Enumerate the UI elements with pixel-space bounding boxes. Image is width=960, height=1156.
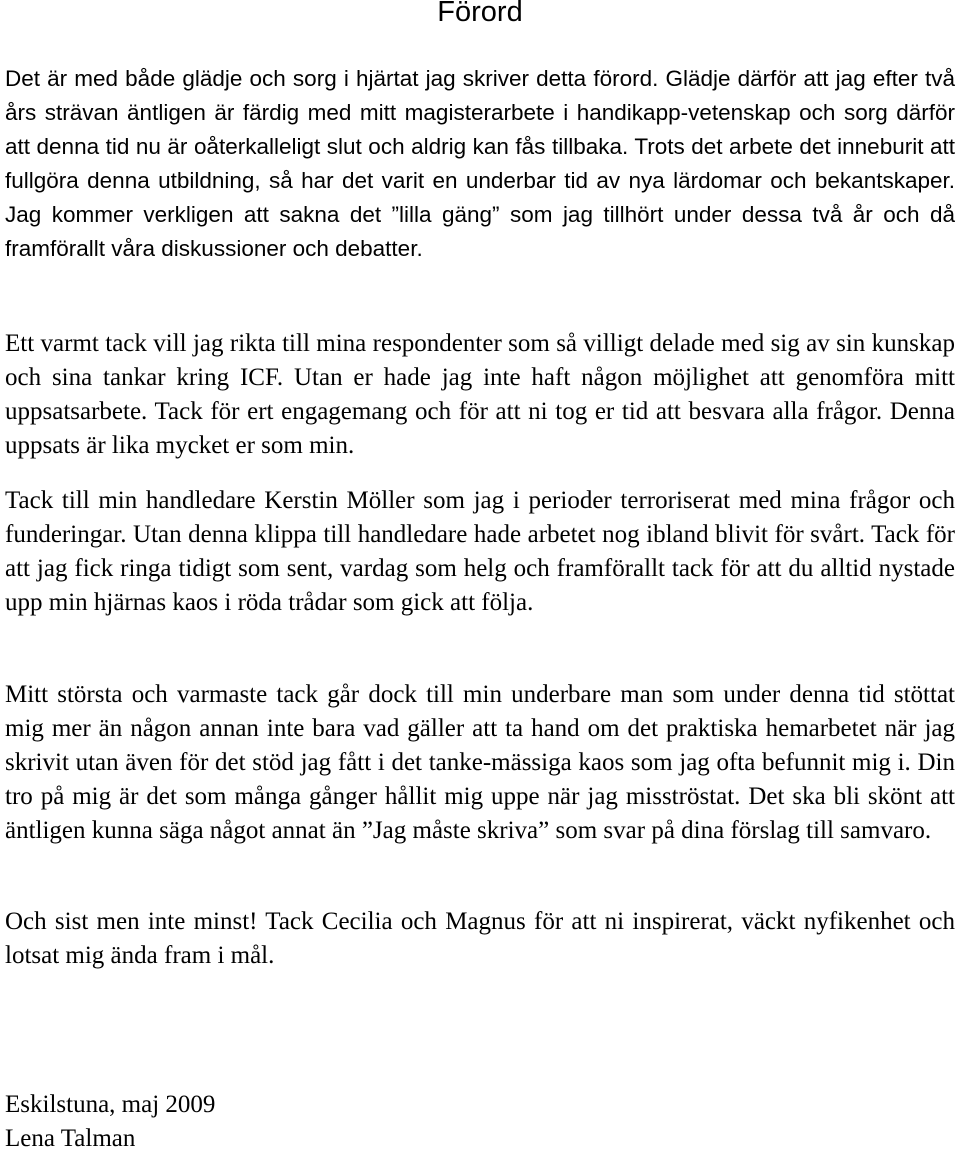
paragraph-respondents: Ett varmt tack vill jag rikta till mina respondenter som så villigt delade med sig av sin kunskap och sina tankar kring ICF. Utan er hade jag inte haft någon möjlighet att genomföra mitt uppsatsarbete. Tack för ert engagemang och för att ni tog er tid att besvara alla frågor. Denna uppsats är lika mycket er som min. bbox=[5, 330, 955, 459]
document-title: Förord bbox=[437, 0, 523, 28]
paragraph-final-thanks: Och sist men inte minst! Tack Cecilia och Magnus för att ni inspirerat, väckt nyfikenhet och lotsat mig ända fram i mål. bbox=[5, 908, 955, 969]
paragraph-supervisor: Tack till min handledare Kerstin Möller som jag i perioder terroriserat med mina frågor och funderingar. Utan denna klippa till handledare hade arbetet nog ibland blivit för svårt. Tack för att jag fick ringa tidigt som sent, vardag som helg och framförallt tack för att du alltid nystade upp min hjärnas kaos i röda trådar som gick att följa. bbox=[5, 487, 955, 616]
paragraph-intro: Det är med både glädje och sorg i hjärtat jag skriver detta förord. Glädje därför att jag efter två års strävan äntligen är färdig med mitt magisterarbete i handikapp-vetenskap och sorg därför att denna tid nu är oåterkalleligt slut och aldrig kan fås tillbaka. Trots det arbete det inneburit att fullgöra denna utbildning, så har det varit en underbar tid av nya lärdomar och bekantskaper. Jag kommer verkligen att sakna det ”lilla gäng” som jag tillhört under dessa två år och då framförallt våra diskussioner och debatter. bbox=[5, 66, 955, 261]
author-name: Lena Talman bbox=[5, 1125, 136, 1152]
place-date: Eskilstuna, maj 2009 bbox=[5, 1091, 216, 1118]
paragraph-husband: Mitt största och varmaste tack går dock till min underbare man som under denna tid stöttat mig mer än någon annan inte bara vad gäller att ta hand om det praktiska hemarbetet när jag skrivit utan även för det stöd jag fått i det tanke-mässiga kaos som jag ofta befunnit mig i. Din tro på mig är det som många gånger hållit mig uppe när jag misströstat. Det ska bli skönt att äntligen kunna säga något annat än ”Jag måste skriva” som svar på dina förslag till samvaro. bbox=[5, 681, 955, 844]
